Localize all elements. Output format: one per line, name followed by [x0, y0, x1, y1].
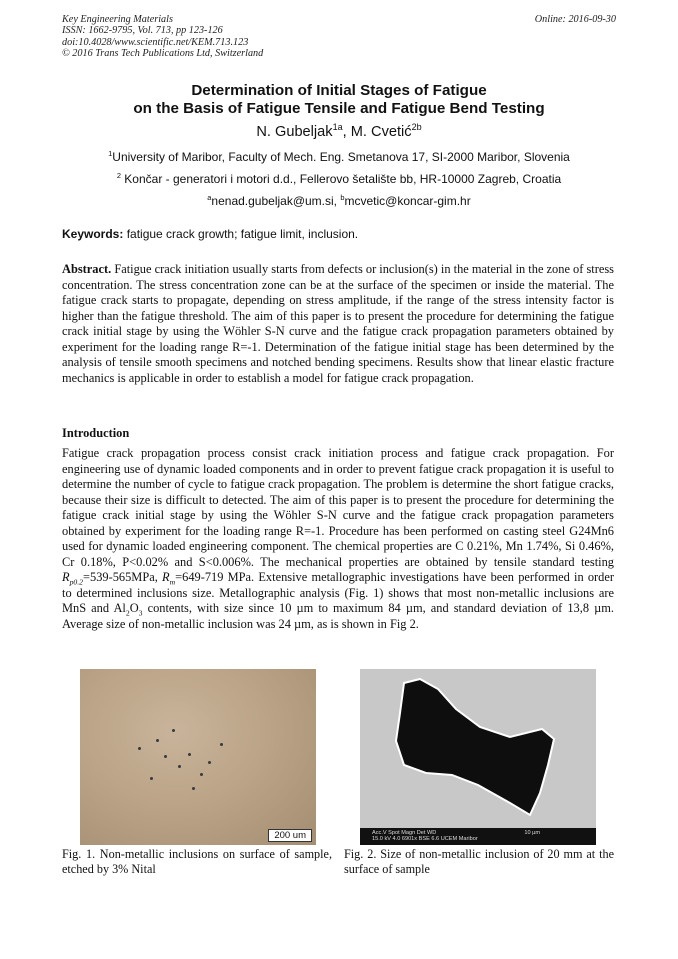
intro-text-3: =649-719 MPa. Extensive metallographic investigations have been performed in order to determined inclusions size. Metallographic analysis (Fig. 1) shows that most non-metallic inclusions are MnS and Al	[62, 570, 615, 615]
keywords-text: fatigue crack growth; fatigue limit, inclusion.	[123, 227, 359, 241]
intro-text-2: =539-565MPa,	[83, 570, 163, 584]
figure-1-micrograph	[80, 669, 316, 845]
inclusion-dot	[150, 777, 153, 780]
author-emails	[0, 194, 678, 208]
rp-subscript: p0.2	[69, 577, 84, 587]
affiliation-1-mark: 1	[108, 149, 113, 158]
oxygen-symbol: O	[129, 601, 139, 615]
figure-2-sem-image	[360, 669, 596, 845]
intro-text-4: contents, with size since 10 µm to maximum 84 µm, and standard deviation of 13,8 µm. Average size of non-metallic inclusion was 24 µm, as is shown in Fig 2.	[62, 601, 614, 631]
figure-1-caption: Fig. 1. Non-metallic inclusions on surface of sample, etched by 3% Nital	[62, 847, 332, 876]
author-2: M. Cvetić	[350, 124, 412, 140]
o-subscript: 3	[138, 608, 143, 618]
inclusion-dot	[138, 747, 141, 750]
email-b[interactable]: mcvetic@koncar-gim.hr	[344, 194, 471, 208]
title-line-1: Determination of Initial Stages of Fatigue	[191, 82, 487, 99]
sem-scale: 10 µm	[524, 830, 540, 836]
keywords	[62, 227, 358, 241]
title-line-2: on the Basis of Fatigue Tensile and Fatigue Bend Testing	[133, 100, 545, 117]
abstract-text: Fatigue crack initiation usually starts from defects or inclusion(s) in the material in the zone of stress concentration. The stress concentration zone can be at the surface of the specimen or inside the material. The fatigue crack starts to propagate, depending on stress amplitude, if the range of the stress intensity factor is higher than the fatigue threshold. The aim of this paper is to present the procedure for determining the fatigue crack initial stage by using the Wöhler S-N curve and the fatigue crack propagation parameters obtained by experiment for the loading range R=-1. Determination of the fatigue initial stage has been determined by the analysis of tensile smooth specimens and notched bending specimens. Results show that linear elastic fracture mechanics is applicable in order to establish a model for fatigue crack propagation.	[62, 262, 614, 385]
inclusion-dot	[208, 761, 211, 764]
sem-info-line-2: 15.0 kV 4.0 6901x BSE 6.6 UCEM Maribor	[372, 836, 478, 842]
inclusion-dot	[188, 753, 191, 756]
journal-name: Key Engineering Materials	[62, 14, 173, 25]
inclusion-shape	[360, 669, 596, 845]
affiliation-2-mark: 2	[116, 171, 121, 180]
author-1: N. Gubeljak	[256, 124, 333, 140]
introduction-paragraph	[62, 446, 614, 632]
inclusion-dot	[164, 755, 167, 758]
rm-subscript: m	[169, 577, 176, 587]
journal-header	[62, 14, 616, 59]
intro-text-1: Fatigue crack propagation process consist crack initiation process and fatigue crack propagation. For engineering use of dynamic loaded components and in order to prevent fatigue crack propagation it is useful to determine the number of cycle to fatigue crack propagation. The problem is determine the short fatigue cracks, because their size is difficult to detected. The aim of this paper is to present the procedure for determining the fatigue crack initial stage by using the Wöhler S-N curve and the fatigue crack propagation parameters obtained by experiment for the loading range R=-1. Procedure has been performed on casting steel G24Mn6 used for dynamic loaded engineering component. The chemical properties are C 0.21%, Mn 1.74%, Si 0.46%, Cr 0.18%, P<0.02% and S<0.006%. The mechanical properties are obtained by tensile standard testing	[62, 446, 614, 569]
inclusion-dot	[192, 787, 195, 790]
affiliation-1-text: University of Maribor, Faculty of Mech. Eng. Smetanova 17, SI-2000 Maribor, Slovenia	[112, 150, 570, 164]
keywords-label: Keywords:	[62, 227, 124, 241]
authors	[0, 124, 678, 140]
affiliation-2	[0, 172, 678, 186]
rm-symbol: R	[162, 570, 170, 584]
author-2-mark: 2b	[411, 122, 422, 133]
affiliation-2-text: Končar - generatori i motori d.d., Fellerovo šetalište bb, HR-10000 Zagreb, Croatia	[120, 172, 562, 186]
doi: doi:10.4028/www.scientific.net/KEM.713.123	[62, 36, 249, 48]
figure-2-caption: Fig. 2. Size of non-metallic inclusion of 20 mm at the surface of sample	[344, 847, 614, 876]
inclusion-dot	[220, 743, 223, 746]
inclusion-dot	[156, 739, 159, 742]
inclusion-dot	[200, 773, 203, 776]
copyright: © 2016 Trans Tech Publications Ltd, Switzerland	[62, 47, 264, 59]
email-a-mark: a	[207, 193, 212, 202]
email-a[interactable]: nenad.gubeljak@um.si,	[211, 194, 341, 208]
section-heading-introduction: Introduction	[62, 426, 130, 440]
author-separator: ,	[342, 124, 351, 140]
issn: ISSN: 1662-9795, Vol. 713, pp 123-126	[62, 25, 223, 37]
sem-info-line-1: Acc.V Spot Magn Det WD	[372, 830, 437, 836]
online-date: Online: 2016-09-30	[534, 14, 616, 25]
rp-symbol: R	[62, 570, 70, 584]
inclusion-dot	[178, 765, 181, 768]
affiliation-1	[0, 150, 678, 164]
sem-info-bar	[360, 828, 596, 845]
abstract	[62, 262, 614, 386]
abstract-label: Abstract.	[62, 262, 112, 276]
email-b-mark: b	[340, 193, 345, 202]
inclusion-dot	[172, 729, 175, 732]
figure-1-scale-bar: 200 um	[268, 829, 312, 842]
paper-title	[0, 82, 678, 118]
al-subscript: 2	[125, 608, 130, 618]
author-1-mark: 1a	[332, 122, 343, 133]
